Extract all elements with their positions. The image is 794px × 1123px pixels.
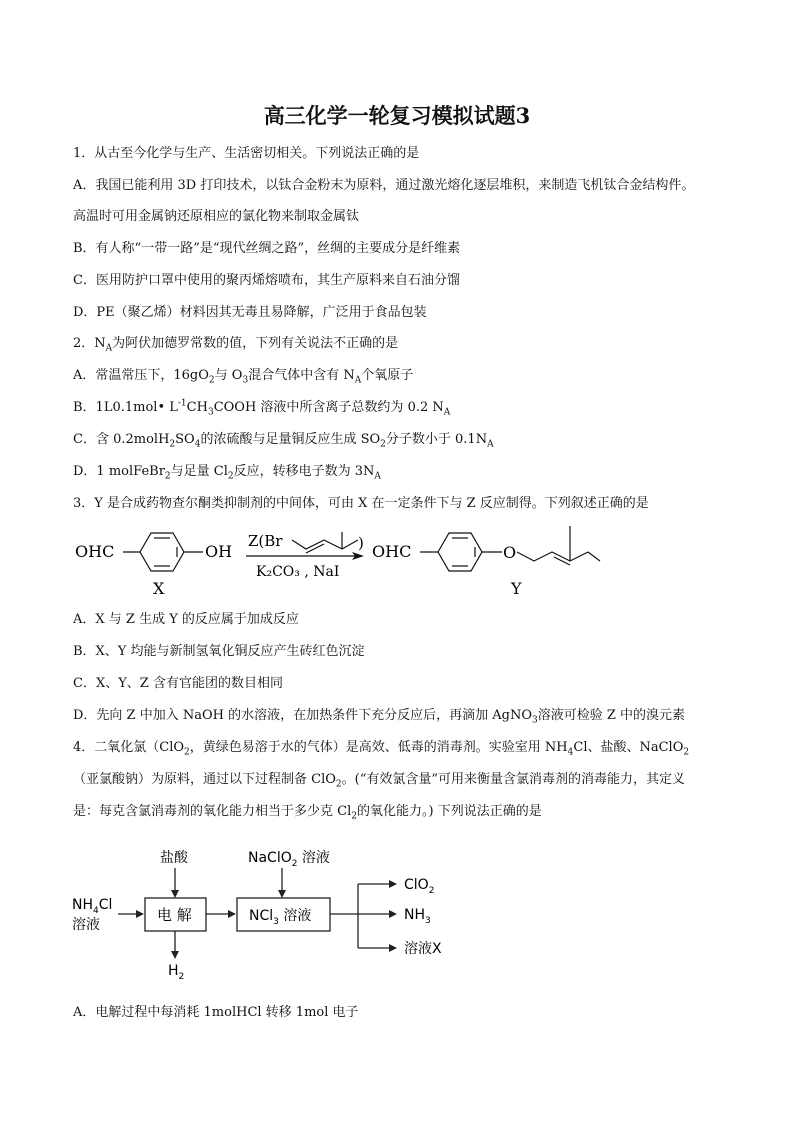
q3-option-c: C．X、Y、Z 含有官能团的数目相同	[73, 676, 283, 691]
y-ether-oxygen: O	[503, 543, 517, 562]
reagent-top: Z(Br	[248, 532, 283, 550]
q1-option-c: C．医用防护口罩中使用的聚丙烯熔喷布，其生产原料来自石油分馏	[73, 273, 460, 288]
q2-option-d: D．1 molFeBr$_2$与足量 $Cl_2$反应，转移电子数为 $3N_A$	[73, 464, 381, 482]
q1-stem: 1．从古至今化学与生产、生活密切相关。下列说法正确的是	[73, 146, 420, 161]
x-right-group: OH	[205, 542, 233, 561]
output-solution-x: 溶液X	[404, 941, 442, 957]
q4-stem-line2: （亚氯酸钠）为原料，通过以下过程制备 ClO$_2$。(“有效氯含量”可用来衡量含氯消毒剂的消毒能力，其定义	[73, 772, 686, 790]
q4-option-a: A．电解过程中每消耗 1molHCl 转移 1mol 电子	[73, 1005, 359, 1020]
input-naclo2: NaClO$_2$ 溶液	[248, 850, 330, 869]
x-left-group: OHC	[75, 542, 115, 561]
reagent-bottom: K₂CO₃ , NaI	[256, 564, 340, 580]
y-prenyl-chain	[517, 538, 600, 565]
output-nh3: $NH_3$	[404, 907, 431, 926]
reaction-scheme	[60, 518, 740, 602]
q1-option-a-cont: 高温时可用金属钠还原相应的氯化物来制取金属钛	[73, 209, 360, 224]
ncl3-solution-label: NCl$_3$ 溶液	[249, 908, 312, 927]
input-nh4cl-solution: 溶液	[72, 917, 100, 933]
q3-option-a: A．X 与 Z 生成 Y 的反应属于加成反应	[73, 612, 299, 627]
output-clo2: ClO$_2$	[404, 877, 435, 896]
input-hydrochloric-acid: 盐酸	[160, 850, 188, 866]
x-label: X	[153, 579, 165, 598]
reagent-close-paren: )	[358, 534, 364, 552]
q2-option-b: B．1L0.1mol• $L^{-1}CH_3COOH$ 溶液中所含离子总数约为 0.2 $N_A$	[73, 398, 451, 418]
output-h2: $H_2$	[168, 963, 185, 982]
q3-option-b: B．X、Y 均能与新制氢氧化铜反应产生砖红色沉淀	[73, 644, 365, 659]
q3-option-d: D．先向 Z 中加入 NaOH 的水溶液，在加热条件下充分反应后，再滴加 AgNO$_3$溶液可检验 Z 中的溴元素	[73, 708, 686, 726]
electrolysis-label: 电 解	[157, 906, 192, 924]
input-nh4cl: $NH_4Cl$	[72, 897, 113, 916]
q1-option-a: A．我国已能利用 3D 打印技术，以钛合金粉末为原料，通过激光熔化逐层堆积，来制造飞机钛合金结构件。	[73, 178, 695, 193]
q4-stem-line3: 是：每克含氯消毒剂的氧化能力相当于多少克 $Cl_2$的氧化能力。) 下列说法正确的是	[73, 804, 542, 822]
q2-stem: 2．$N_A$为阿伏加德罗常数的值，下列有关说法不正确的是	[73, 336, 399, 354]
q1-option-b: B．有人称“一带一路”是“现代丝绸之路”，丝绸的主要成分是纤维素	[73, 241, 461, 256]
q4-stem-line1: 4．二氧化氯（ClO$_2$，黄绿色易溶于水的气体）是高效、低毒的消毒剂。实验室用 $NH_4Cl$、盐酸、NaClO$_2$	[73, 740, 690, 758]
y-label: Y	[511, 579, 522, 598]
q2-option-a: A．常温常压下，$16gO_2$与 $O_3$混合气体中含有 $N_A$个氧原子	[73, 368, 414, 386]
q2-option-c: C．含 $0.2molH_2SO_4$的浓硫酸与足量铜反应生成 $SO_2$分子数小于 $0.1N_A$	[73, 432, 494, 450]
y-benzene-ring	[438, 533, 482, 571]
y-left-group: OHC	[372, 542, 412, 561]
process-flow-diagram	[60, 842, 480, 982]
page-title: 高三化学一轮复习模拟试题3	[263, 103, 531, 128]
x-benzene-ring	[140, 533, 184, 571]
q1-option-d: D．PE（聚乙烯）材料因其无毒且易降解，广泛用于食品包装	[73, 305, 427, 320]
q3-stem: 3．Y 是合成药物查尔酮类抑制剂的中间体，可由 X 在一定条件下与 Z 反应制得。下列叙述正确的是	[73, 496, 649, 511]
